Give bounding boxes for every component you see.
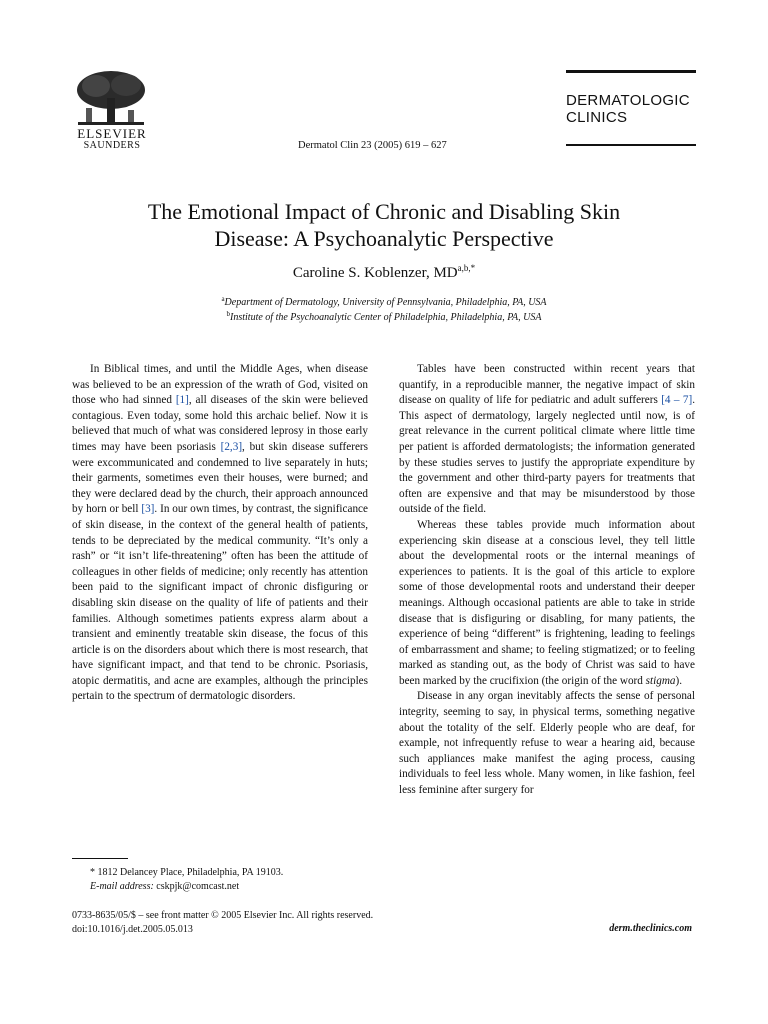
italic-term: stigma: [645, 674, 676, 687]
footnote-email-line: [72, 880, 368, 894]
publisher-line2: SAUNDERS: [83, 140, 141, 151]
body-column-right: [399, 362, 695, 799]
journal-name-line1: DERMATOLOGIC: [566, 92, 690, 109]
author-line: [60, 263, 708, 282]
email-label: E-mail address:: [90, 881, 154, 892]
journal-name-line2: CLINICS: [566, 109, 628, 126]
affiliation-b: [60, 310, 708, 323]
tree-logo-icon: [72, 70, 150, 128]
email-address[interactable]: cskpjk@comcast.net: [156, 881, 240, 892]
journal-website[interactable]: derm.theclinics.com: [609, 923, 692, 934]
citation-link[interactable]: [3]: [141, 503, 155, 516]
affiliation-b-text: Institute of the Psychoanalytic Center of Philadelphia, Philadelphia, PA, USA: [230, 312, 542, 323]
affiliation-a-mark: a: [221, 295, 225, 303]
citation-link[interactable]: [1]: [175, 394, 189, 407]
author-affiliation-marks: a,b,*: [457, 263, 476, 273]
affiliation-a-text: Department of Dermatology, University of Pennsylvania, Philadelphia, PA, USA: [224, 297, 547, 308]
footnote-rule: [72, 858, 128, 859]
title-line2: Disease: A Psychoanalytic Perspective: [214, 226, 554, 251]
title-line1: The Emotional Impact of Chronic and Disabling Skin: [147, 199, 621, 224]
footer-left: [72, 909, 373, 937]
publisher-name: [72, 128, 152, 152]
doi-line[interactable]: doi:10.1016/j.det.2005.05.013: [72, 924, 193, 935]
journal-rule-top: [566, 70, 696, 73]
publisher-line1: ELSEVIER: [77, 126, 147, 141]
affiliation-a: [60, 295, 708, 308]
right-paragraph-1: Tables have been constructed within recent years that quantify, in a reproducible manner, the negative impact of skin disease on quality of life for pediatric and adult sufferers [4 – 7]. This aspect of dermatology, largely neglected until now, is of great relevance in the current political climate where little time per patient is afforded dermatologists; the information generated by these studies serves to justify the appropriate expenditure by the government and other third-party payers for treatments that often are expensive and that may be misunderstood by those outside of the field.: [399, 363, 695, 516]
citation-link[interactable]: [4 – 7]: [661, 394, 693, 407]
author-name: Caroline S. Koblenzer, MD: [292, 265, 458, 281]
issn-line: 0733-8635/05/$ – see front matter © 2005 Elsevier Inc. All rights reserved.: [72, 910, 374, 921]
footnote: [72, 866, 368, 894]
citation-link[interactable]: [2,3]: [220, 440, 243, 453]
affiliation-b-mark: b: [226, 310, 231, 318]
right-paragraph-3: Disease in any organ inevitably affects the sense of personal integrity, seeming to say, in physical terms, something negative about the totality of the self. Elderly people who are deaf, for example, not infrequently refuse to wear a hearing aid, because such appliances make manifest the aging process, causing individuals to feel less whole. Many women, in like fashion, feel less feminine after surgery for: [399, 690, 695, 797]
right-paragraph-2: Whereas these tables provide much information about experiencing skin disease at a conscious level, they tell little about the developmental roots or the internal meanings of experiences to patients. It is the goal of this article to explore some of those developmental roots and understand their deeper meanings. Although occasional patients are able to take in stride disease that is disfiguring or disabling, for many patients, the experience of being “different” is frightening, leading to feelings of embarrassment and shame; to feeling stigmatized; or to feeling marked as standing out, as the body of Christ was said to have been marked by the crucifixion (the origin of the word stigma).: [399, 518, 695, 687]
journal-rule-bottom: [566, 144, 696, 146]
article-title: [60, 198, 708, 252]
journal-citation: Dermatol Clin 23 (2005) 619 – 627: [298, 140, 447, 151]
left-paragraph-1: In Biblical times, and until the Middle Ages, when disease was believed to be an expression of the wrath of God, visited on those who had sinned [1], all diseases of the skin were believed contagious. Even today, some hold this archaic belief. Now it is believed that much of what was considered leprosy in those early times may have been psoriasis [2,3], but skin disease sufferers were excommunicated and condemned to live separately in huts; their garments, sometimes even their houses, were burned; and they were declared dead by the church, their approach announced by horn or bell [3]. In our own times, by contrast, the significance of skin disease, in the context of the general health of patients, tends to be depreciated by the medical community. “It’s only a rash” or “it isn’t life-threatening” often has been the attitude of colleagues in other fields of medicine; only recently has attention been paid to the significant impact of chronic disfiguring or disabling skin disease on the quality of life of patients and their families. Although sometimes patients express alarm about a transient and eminently treatable skin disease, the focus of this article is on the disorders about which there is most research, that have significant impact, and that tend to be chronic. Psoriasis, atopic dermatitis, and acne are examples, although the principles pertain to the spectrum of dermatologic disorders.: [72, 363, 368, 703]
body-column-left: [72, 362, 368, 705]
journal-name: [566, 92, 690, 126]
footnote-address: * 1812 Delancey Place, Philadelphia, PA 19103.: [90, 867, 284, 878]
